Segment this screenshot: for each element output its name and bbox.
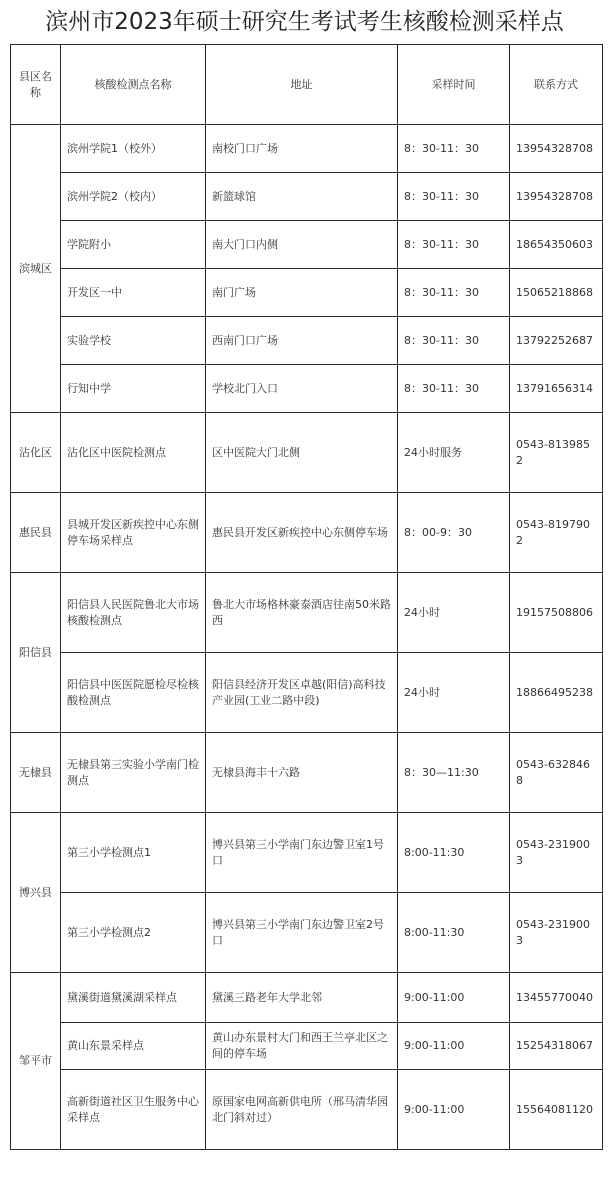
sampling-time-cell: 8：30-11：30 (398, 173, 510, 221)
header-site-name: 核酸检测点名称 (61, 45, 206, 125)
sampling-time-cell: 8:00-11:30 (398, 813, 510, 893)
contact-cell: 13792252687 (510, 317, 603, 365)
address-cell: 西南门口广场 (206, 317, 398, 365)
table-row (11, 1070, 603, 1150)
site-name-cell: 滨州学院1（校外） (61, 125, 206, 173)
table-row (11, 317, 603, 365)
site-name-cell: 高新街道社区卫生服务中心采样点 (61, 1070, 206, 1150)
contact-cell: 15254318067 (510, 1023, 603, 1070)
sampling-time-cell: 24小时 (398, 653, 510, 733)
sampling-time-cell: 24小时服务 (398, 413, 510, 493)
table-row (11, 733, 603, 813)
sampling-time-cell: 8:00-11:30 (398, 893, 510, 973)
site-name-cell: 滨州学院2（校内） (61, 173, 206, 221)
site-name-cell: 黛溪街道黛溪湖采样点 (61, 973, 206, 1023)
site-name-cell: 县城开发区新疾控中心东侧停车场采样点 (61, 493, 206, 573)
sampling-time-cell: 8：00-9：30 (398, 493, 510, 573)
contact-cell: 0543-2319003 (510, 893, 603, 973)
contact-cell: 15564081120 (510, 1070, 603, 1150)
contact-cell: 18866495238 (510, 653, 603, 733)
county-cell: 博兴县 (11, 813, 61, 973)
contact-cell: 13455770040 (510, 973, 603, 1023)
table-row (11, 493, 603, 573)
address-cell: 学校北门入口 (206, 365, 398, 413)
address-cell: 原国家电网高新供电所（邢马清华园北门斜对过） (206, 1070, 398, 1150)
site-name-cell: 开发区一中 (61, 269, 206, 317)
site-name-cell: 阳信县人民医院鲁北大市场核酸检测点 (61, 573, 206, 653)
address-cell: 黄山办东景村大门和西王兰亭北区之间的停车场 (206, 1023, 398, 1070)
sampling-time-cell: 9:00-11:00 (398, 973, 510, 1023)
address-cell: 黛溪三路老年大学北邻 (206, 973, 398, 1023)
table-row (11, 653, 603, 733)
contact-cell: 0543-8139852 (510, 413, 603, 493)
contact-cell: 15065218868 (510, 269, 603, 317)
address-cell: 南校门口广场 (206, 125, 398, 173)
site-name-cell: 第三小学检测点1 (61, 813, 206, 893)
table-row (11, 813, 603, 893)
county-cell: 惠民县 (11, 493, 61, 573)
table-row (11, 221, 603, 269)
sampling-time-cell: 8：30-11：30 (398, 317, 510, 365)
site-name-cell: 阳信县中医医院愿检尽检核酸检测点 (61, 653, 206, 733)
address-cell: 新篮球馆 (206, 173, 398, 221)
header-contact: 联系方式 (510, 45, 603, 125)
sampling-time-cell: 8：30-11：30 (398, 221, 510, 269)
site-name-cell: 沾化区中医院检测点 (61, 413, 206, 493)
address-cell: 区中医院大门北侧 (206, 413, 398, 493)
county-cell: 阳信县 (11, 573, 61, 733)
sampling-time-cell: 8：30-11：30 (398, 365, 510, 413)
page-title: 滨州市2023年硕士研究生考试考生核酸检测采样点 (45, 9, 564, 35)
site-name-cell: 无棣县第三实验小学南门检测点 (61, 733, 206, 813)
site-name-cell: 第三小学检测点2 (61, 893, 206, 973)
contact-cell: 13791656314 (510, 365, 603, 413)
county-cell: 邹平市 (11, 973, 61, 1150)
contact-cell: 13954328708 (510, 125, 603, 173)
header-address: 地址 (206, 45, 398, 125)
table-row (11, 269, 603, 317)
table-row (11, 413, 603, 493)
contact-cell: 0543-6328468 (510, 733, 603, 813)
address-cell: 博兴县第三小学南门东边警卫室1号口 (206, 813, 398, 893)
site-name-cell: 行知中学 (61, 365, 206, 413)
table-row (11, 125, 603, 173)
address-cell: 博兴县第三小学南门东边警卫室2号口 (206, 893, 398, 973)
site-name-cell: 学院附小 (61, 221, 206, 269)
address-cell: 南大门口内侧 (206, 221, 398, 269)
sampling-time-cell: 9:00-11:00 (398, 1070, 510, 1150)
table-row (11, 1023, 603, 1070)
table-row (11, 365, 603, 413)
sampling-time-cell: 8：30-11：30 (398, 125, 510, 173)
sampling-time-cell: 8：30—11:30 (398, 733, 510, 813)
county-cell: 沾化区 (11, 413, 61, 493)
table-row (11, 893, 603, 973)
table-row (11, 573, 603, 653)
sampling-time-cell: 8：30-11：30 (398, 269, 510, 317)
address-cell: 南门广场 (206, 269, 398, 317)
county-cell: 无棣县 (11, 733, 61, 813)
header-sampling-time: 采样时间 (398, 45, 510, 125)
address-cell: 鲁北大市场格林豪泰酒店往南50米路西 (206, 573, 398, 653)
address-cell: 阳信县经济开发区卓越(阳信)高科技产业园(工业二路中段) (206, 653, 398, 733)
address-cell: 无棣县海丰十六路 (206, 733, 398, 813)
table-row (11, 973, 603, 1023)
sampling-time-cell: 24小时 (398, 573, 510, 653)
site-name-cell: 黄山东景采样点 (61, 1023, 206, 1070)
address-cell: 惠民县开发区新疾控中心东侧停车场 (206, 493, 398, 573)
contact-cell: 0543-2319003 (510, 813, 603, 893)
header-row (11, 45, 603, 125)
contact-cell: 18654350603 (510, 221, 603, 269)
contact-cell: 13954328708 (510, 173, 603, 221)
county-cell: 滨城区 (11, 125, 61, 413)
sampling-time-cell: 9:00-11:00 (398, 1023, 510, 1070)
site-name-cell: 实验学校 (61, 317, 206, 365)
contact-cell: 0543-8197902 (510, 493, 603, 573)
header-county: 县区名称 (11, 45, 61, 125)
contact-cell: 19157508806 (510, 573, 603, 653)
sampling-sites-table (10, 44, 603, 1150)
table-row (11, 173, 603, 221)
